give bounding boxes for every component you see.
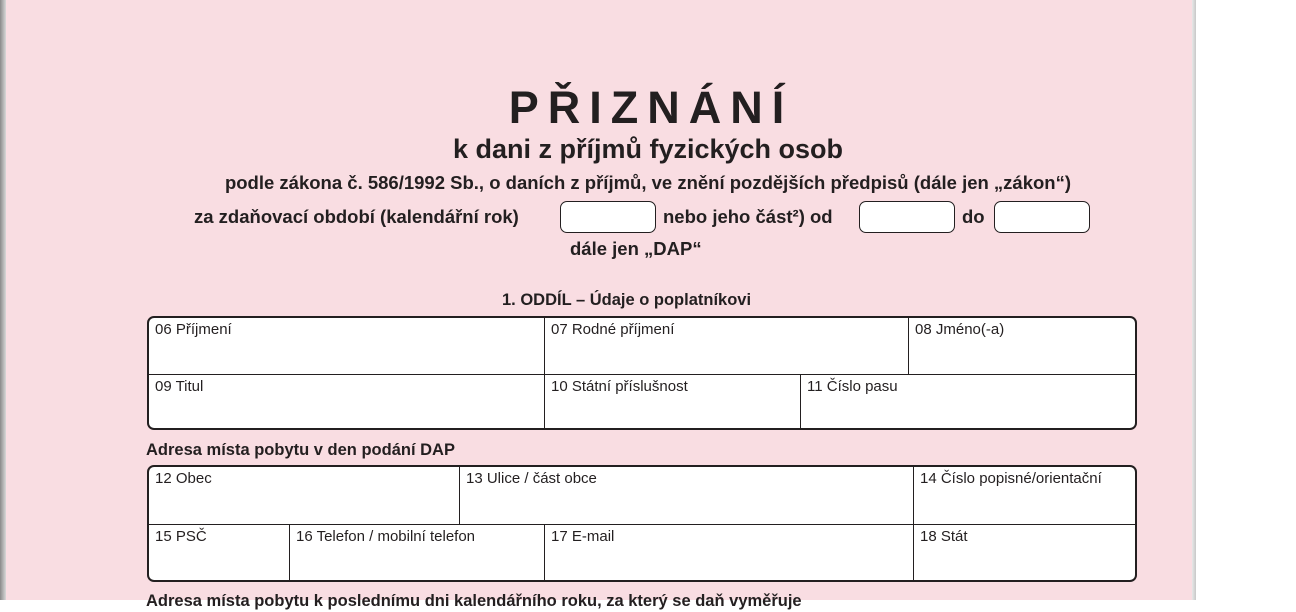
- title-label: 09 Titul: [155, 378, 204, 395]
- house-number-label: 14 Číslo popisné/orientační: [920, 470, 1102, 487]
- surname-label: 06 Příjmení: [155, 321, 232, 338]
- form-subtitle: k dani z příjmů fyzických osob: [452, 134, 844, 164]
- passport-number-field[interactable]: [801, 375, 1135, 428]
- year-end-address-heading: Adresa místa pobytu k poslednímu dni kalendářního roku, za který se daň vyměřuje: [146, 592, 802, 610]
- period-part-label: nebo jeho část²) od: [663, 206, 833, 227]
- period-to-field[interactable]: [994, 201, 1090, 233]
- citizenship-label: 10 Státní příslušnost: [551, 378, 688, 395]
- house-number-field[interactable]: [914, 467, 1135, 525]
- viewer-right-edge: [1192, 0, 1196, 600]
- address-heading: Adresa místa pobytu v den podání DAP: [146, 441, 455, 459]
- taxpayer-details-table: [147, 316, 1137, 430]
- phone-label: 16 Telefon / mobilní telefon: [296, 528, 476, 545]
- title-field[interactable]: [149, 375, 545, 428]
- email-field[interactable]: [545, 525, 914, 580]
- postal-code-field[interactable]: [149, 525, 290, 580]
- law-reference: podle zákona č. 586/1992 Sb., o daních z příjmů, ve znění pozdějších předpisů (dále jen „zákon“): [224, 172, 1072, 193]
- street-field[interactable]: [460, 467, 914, 525]
- citizenship-field[interactable]: [545, 375, 801, 428]
- email-label: 17 E-mail: [551, 528, 615, 545]
- surname-field[interactable]: [149, 318, 545, 375]
- period-label: za zdaňovací období (kalendářní rok): [194, 206, 519, 227]
- form-title: PŘIZNÁNÍ: [508, 82, 794, 133]
- tax-form-page: [6, 0, 1196, 610]
- country-label: 18 Stát: [920, 528, 968, 545]
- tax-year-field[interactable]: [560, 201, 656, 233]
- passport-number-label: 11 Číslo pasu: [807, 378, 898, 395]
- first-name-label: 08 Jméno(-a): [915, 321, 1005, 338]
- phone-field[interactable]: [290, 525, 545, 580]
- address-table: [147, 465, 1137, 582]
- period-from-field[interactable]: [859, 201, 955, 233]
- birth-surname-field[interactable]: [545, 318, 909, 375]
- municipality-field[interactable]: [149, 467, 460, 525]
- section-1-heading: 1. ODDÍL – Údaje o poplatníkovi: [502, 291, 752, 309]
- country-field[interactable]: [914, 525, 1135, 580]
- dap-abbreviation: dále jen „DAP“: [570, 238, 702, 259]
- first-name-field[interactable]: [909, 318, 1135, 375]
- period-to-label: do: [962, 206, 985, 227]
- birth-surname-label: 07 Rodné příjmení: [551, 321, 675, 338]
- municipality-label: 12 Obec: [155, 470, 212, 487]
- postal-code-label: 15 PSČ: [155, 528, 207, 545]
- street-label: 13 Ulice / část obce: [466, 470, 597, 487]
